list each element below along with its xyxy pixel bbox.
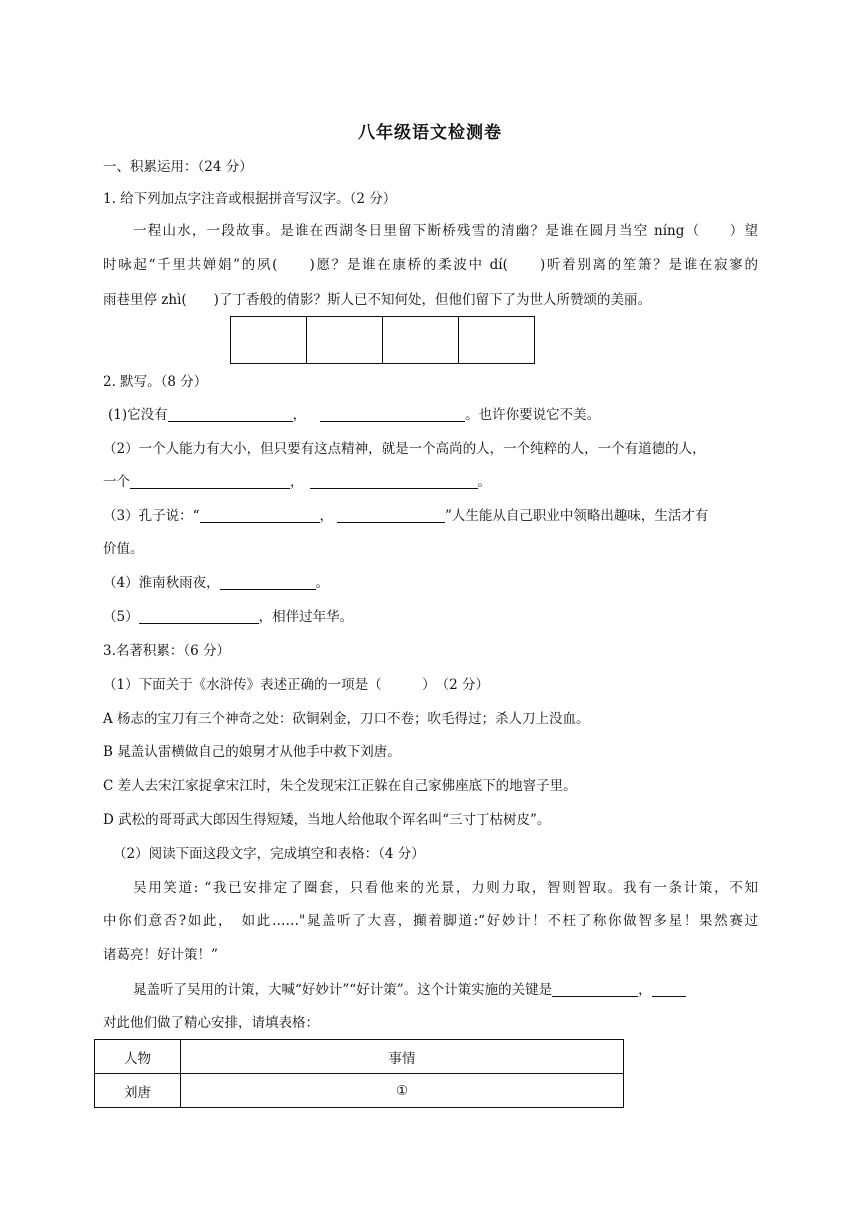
answer-box[interactable] xyxy=(307,317,383,363)
question-2-item-3 xyxy=(103,507,708,525)
table-cell[interactable]: ① xyxy=(181,1074,624,1108)
item-text: 。 xyxy=(477,474,491,490)
item-text: 。 xyxy=(315,575,330,591)
reading-passage-line: 中你们意否?如此， 如此……"晁盖听了大喜，攧着脚道:“好妙计！不枉了称你做智多星！果然赛过 xyxy=(103,913,758,929)
question-2-item-5 xyxy=(103,608,353,626)
answer-table xyxy=(94,1039,624,1108)
item-text: 。也许你要说它不美。 xyxy=(465,407,601,423)
item-text: ， xyxy=(319,508,333,524)
item-text: (1)它没有 xyxy=(108,407,168,423)
question-2-item-3-line-2: 价值。 xyxy=(103,541,144,557)
question-3-prompt: 3.名著积累：（6 分） xyxy=(103,643,231,659)
question-3-sub-1: （1）下面关于《水浒传》表述正确的一项是（ ） （2 分） xyxy=(103,677,489,693)
question-2-item-2: （2）一个人能力有大小，但只要有这点精神，就是一个高尚的人，一个纯粹的人，一个有道德的人， xyxy=(103,441,706,457)
section-heading: 一、积累运用：（24 分） xyxy=(103,159,253,175)
item-text: （5） xyxy=(103,609,139,625)
answer-blank[interactable] xyxy=(310,473,478,489)
answer-blank[interactable] xyxy=(652,981,686,997)
reading-passage-line: 诸葛亮！好计策！” xyxy=(103,947,218,963)
item-text: ， xyxy=(292,407,307,423)
option-b: B 晁盖认雷横做自己的娘舅才从他手中救下刘唐。 xyxy=(103,744,401,760)
answer-boxes xyxy=(230,316,535,364)
question-2-prompt: 2. 默写。（8 分） xyxy=(103,374,208,390)
answer-blank[interactable] xyxy=(168,406,293,422)
item-text: 一个 xyxy=(103,474,130,490)
answer-blank[interactable] xyxy=(130,473,290,489)
question-3-fill-line-2: 对此他们做了精心安排，请填表格： xyxy=(103,1015,319,1031)
answer-box[interactable] xyxy=(383,317,459,363)
answer-box[interactable] xyxy=(231,317,307,363)
item-text: ”人生能从自己职业中领略出趣味，生活才有 xyxy=(445,508,709,524)
answer-blank[interactable] xyxy=(552,981,638,997)
item-text: ， xyxy=(290,474,304,490)
item-text: ， xyxy=(638,982,652,998)
item-text: 晁盖听了吴用的计策，大喊“好妙计”“好计策”。这个计策实施的关键是 xyxy=(133,982,553,998)
table-header-cell: 事情 xyxy=(181,1040,624,1074)
item-text: （4）淮南秋雨夜， xyxy=(103,575,220,591)
question-3-fill-line xyxy=(133,981,686,999)
answer-blank[interactable] xyxy=(320,406,465,422)
question-1-passage-line: 雨巷里停 zhì( )了丁香般的倩影？斯人已不知何处，但他们留下了为世人所赞颂的美丽。 xyxy=(103,292,651,308)
answer-blank[interactable] xyxy=(200,507,320,523)
question-1-prompt: 1. 给下列加点字注音或根据拼音写汉字。（2 分） xyxy=(103,191,397,207)
reading-passage-line: 吴用笑道: “我已安排定了圈套，只看他来的光景，力则力取，智则智取。我有一条计策，不知 xyxy=(133,880,758,896)
answer-blank[interactable] xyxy=(337,507,445,523)
option-c: C 差人去宋江家捉拿宋江时，朱仝发现宋江正躲在自己家佛座底下的地窨子里。 xyxy=(103,778,577,794)
question-3-sub-2: （2）阅读下面这段文字，完成填空和表格：（4 分） xyxy=(113,846,425,862)
item-text: ，相伴过年华。 xyxy=(258,609,354,625)
answer-blank[interactable] xyxy=(220,574,316,590)
option-d: D 武松的哥哥武大郎因生得短矮，当地人给他取个诨名叫“三寸丁枯树皮”。 xyxy=(103,812,551,828)
question-1-passage-line: 时咏起“千里共婵娟”的夙( )愿？是谁在康桥的柔波中 dí( )听着别离的笙箫？是谁在寂寥的 xyxy=(103,257,758,273)
answer-blank[interactable] xyxy=(139,608,259,624)
item-text: （3）孔子说：“ xyxy=(103,508,200,524)
table-header-row xyxy=(95,1040,624,1074)
page-title: 八年级语文检测卷 xyxy=(358,123,502,143)
question-2-item-4 xyxy=(103,574,329,592)
table-row xyxy=(95,1074,624,1108)
question-2-item-1 xyxy=(108,406,600,424)
option-a: A 杨志的宝刀有三个神奇之处：砍铜剁金，刀口不卷；吹毛得过；杀人刀上没血。 xyxy=(103,711,590,727)
answer-box[interactable] xyxy=(459,317,534,363)
table-cell: 刘唐 xyxy=(95,1074,181,1108)
question-2-item-2-line-2 xyxy=(103,473,491,491)
question-1-passage-line: 一程山水，一段故事。是谁在西湖冬日里留下断桥残雪的清幽？是谁在圆月当空 níng（ ）望 xyxy=(133,223,758,239)
table-header-cell: 人物 xyxy=(95,1040,181,1074)
